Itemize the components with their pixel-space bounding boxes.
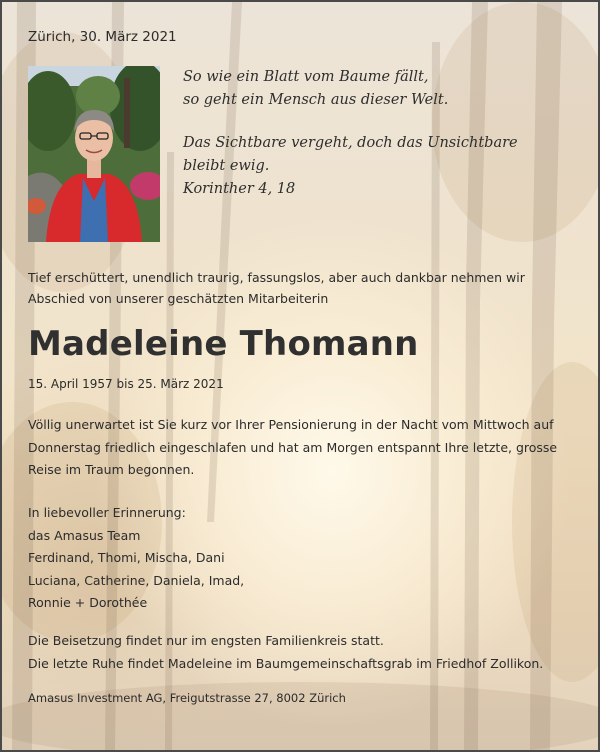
company-address: Amasus Investment AG, Freigutstrasse 27, 8002 Zürich (28, 691, 346, 705)
lifespan-dates: 15. April 1957 bis 25. März 2021 (28, 377, 224, 391)
portrait-photo (28, 66, 160, 242)
verse-source: Korinther 4, 18 (183, 181, 296, 197)
signers-list (28, 502, 244, 615)
date-line: Zürich, 30. März 2021 (28, 29, 177, 45)
verse-line: Das Sichtbare vergeht, doch das Unsichtbare bleibt ewig. (183, 135, 518, 174)
memorial-verse (183, 66, 563, 201)
funeral-line: Die Beisetzung findet nur im engsten Familienkreis statt. (28, 633, 384, 648)
signer-line: Ferdinand, Thomi, Mischa, Dani (28, 550, 225, 565)
signer-line: das Amasus Team (28, 527, 141, 543)
body-text: Völlig unerwartet ist Sie kurz vor Ihrer Pensionierung in der Nacht vom Mittwoch auf Donnerstag friedlich eingeschlafen und hat am Morgen entspannt Ihre letzte, grosse Reise im Traum begonnen. (28, 417, 558, 477)
verse-line: so geht ein Mensch aus dieser Welt. (183, 92, 449, 108)
signer-line: In liebevoller Erinnerung: (28, 505, 186, 520)
verse-line: So wie ein Blatt vom Baume fällt, (183, 69, 429, 85)
funeral-notice (28, 630, 588, 675)
funeral-line: Die letzte Ruhe findet Madeleine im Baumgemeinschaftsgrab im Friedhof Zollikon. (28, 655, 544, 671)
deceased-name: Madeleine Thomann (28, 324, 419, 364)
intro-text: Tief erschüttert, unendlich traurig, fassungslos, aber auch dankbar nehmen wir Abschied von unserer geschätzten Mitarbeiterin (28, 270, 525, 306)
signer-line: Luciana, Catherine, Daniela, Imad, (28, 572, 245, 588)
signer-line: Ronnie + Dorothée (28, 595, 148, 610)
